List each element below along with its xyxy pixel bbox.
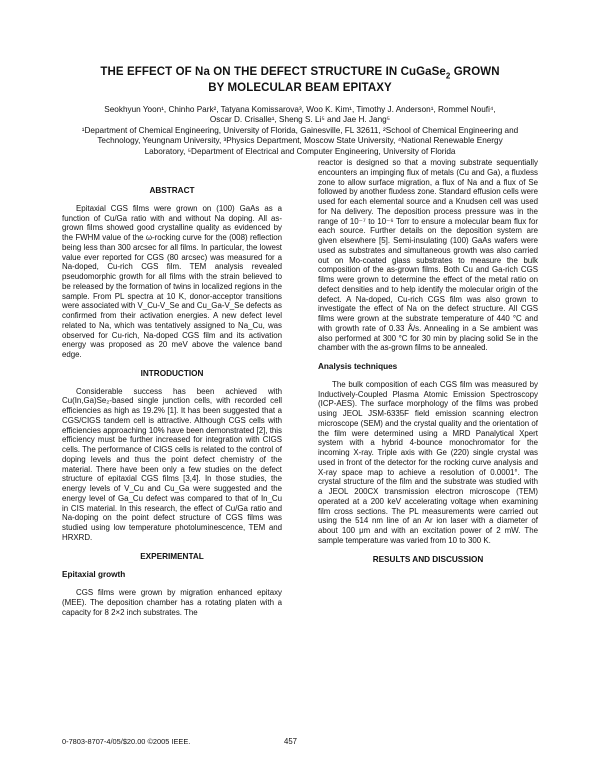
- title-line1-pre: THE EFFECT OF Na ON THE DEFECT STRUCTURE IN CuGaSe: [100, 66, 446, 78]
- author-list: [58, 105, 542, 126]
- analysis-techniques-text: The bulk composition of each CGS film was measured by Inductively-Coupled Plasma Atomic Emission Spectroscopy (ICP-AES). The surface morphology of the films was probed using JEOL JSM-6335F field emission scanning electron microscope (SEM) and the crystal quality and the orientation of the film were determined using a MRD Panalytical Xpert system with a hybrid 4-bounce monochromator for the incoming X-ray. Triple axis with Ge (220) single crystal was used in front of the detector for the rocking curve analysis and X-ray space map to achieve a resolution of 0.0001°. The crystal structure of the film and the substrate was studied with a JEOL 200CX transmission electron microscope (TEM) operated at a 200 keV accelerating voltage when examining film cross sections. The PL measurements were carried out using the 514 nm line of an Ar ion laser with a diameter of about 100 μm and with an excitation power of 2 mW. The sample temperature was varied from 10 to 300 K.: [318, 379, 538, 545]
- authors-line1: Seokhyun Yoon¹, Chinho Park², Tatyana Komissarova³, Woo K. Kim¹, Timothy J. Anderson¹, Rommel Noufi⁴,: [104, 105, 496, 114]
- epitaxial-growth-heading: Epitaxial growth: [62, 570, 126, 580]
- abstract-heading: ABSTRACT: [149, 186, 195, 195]
- epitaxial-growth-text: CGS films were grown by migration enhanced epitaxy (MEE). The deposition chamber has a rotating platen with a capacity for 8 2×2 inch substrates. The: [62, 588, 282, 617]
- paper-title: [60, 66, 540, 95]
- authors-line2: Oscar D. Crisalle¹, Sheng S. Li⁵ and Jae H. Jang⁵: [209, 115, 391, 125]
- epitaxial-growth-continued-text: reactor is designed so that a moving substrate sequentially encounters an impinging flux of metals (Cu and Ga), a fluxless zone to allow surface migration, a flux of Na and a flux of Se followed by another fluxless zone. Standard effusion cells were used for each elemental source and a Knudsen cell was used for Na delivery. The deposition process pressure was in the range of 10⁻⁷ to 10⁻⁶ Torr to ensure a molecular beam flux for each source. Further details on the deposition system are given elsewhere [5]. Semi-insulating (100) GaAs wafers were used as substrates and simultaneous growth was also carried out on Mo-coated glass substrates to measure the bulk composition of the as-grown films. Both Cu and Ga-rich CGS films were grown to determine the effect of the metal ratio on defect densities and to help identify the molecular origin of the defect. A Na-doped, Cu-rich CGS film was also grown to investigate the effect of Na on the defect structure. All CGS films were grown at the substrate temperature of 440 °C and with growth rate of 0.33 Å/s. Annealing in a Se ambient was also performed at 300 °C for 30 min by placing solid Se in the chamber with the as-grown films to be annealed.: [318, 158, 538, 353]
- experimental-heading: EXPERIMENTAL: [140, 551, 204, 561]
- introduction-heading: INTRODUCTION: [140, 368, 204, 378]
- affiliations: [58, 126, 542, 157]
- introduction-text: Considerable success has been achieved with Cu(In,Ga)Se₂-based single junction cells, with recorded cell efficiencies as high as 19.2% [1]. It has been suggested that a CGS/CIGS tandem cell is attractive. Although CGS cells with efficiencies approaching 10% have been demonstrated [2], this efficiency must be further increased for integration with CIGS cells. The performance of CIGS cells is related to the control of doping levels and thus the point defect chemistry of the material. There have been only a few studies on the defect structure of epitaxial CGS films [3,4]. In those studies, the energy levels of V_Cu and Cu_Ga were suggested and the energy level of Ga_Cu defect was compared to that of In_Cu in CIS material. In this research, the effect of Cu/Ga ratio and Na-doping on the point defect structure of CGS films was studied using low temperature photoluminescence, TEM and HRXRD.: [62, 386, 282, 542]
- analysis-techniques-heading: Analysis techniques: [318, 362, 398, 371]
- title-line2: BY MOLECULAR BEAM EPITAXY: [208, 82, 392, 95]
- copyright-footer: 0-7803-8707-4/05/$20.00 ©2005 IEEE.: [62, 737, 191, 746]
- page-number: 457: [284, 737, 298, 746]
- affiliation-line2: Technology, Yeungnam University, ³Physics Department, Moscow State University, ⁴National Renewable Energy: [97, 136, 503, 146]
- affiliation-line3: Laboratory, ⁵Department of Electrical and Computer Engineering, University of Florida: [144, 146, 456, 156]
- title-line1-sub: 2: [445, 71, 451, 81]
- left-column: [62, 186, 282, 617]
- results-heading: RESULTS AND DISCUSSION: [372, 554, 484, 564]
- affiliation-line1: ¹Department of Chemical Engineering, University of Florida, Gainesville, FL 32611, ²School of Chemical Engineering and: [81, 126, 519, 135]
- title-line1-post: GROWN: [450, 66, 500, 78]
- right-column: [318, 158, 538, 572]
- abstract-text: Epitaxial CGS films were grown on (100) GaAs as a function of Cu/Ga ratio with and without Na doping. All as-grown films showed good crystalline quality as evidenced by the FWHM value of the ω-rocking curve for the (008) reflection being less than 300 arcsec for all films. In particular, the lowest value ever reported for CGS (80 arcsec) was measured for a Na-doped, Cu-rich CGS film. TEM analysis revealed pseudomorphic growth for all films with the strain believed to be released by the formation of twins in localized regions in the sample. From PL spectra at 10 K, donor-acceptor transitions were associated with V_Cu-V_Se and Cu_Ga-V_Se defects as confirmed from their activation energies. A new defect level related to Na, which was tentatively assigned to Na_Cu, was observed for Cu-rich, Na-doped CGS film and its activation energy was proposed as 20 meV above the valence band edge.: [62, 203, 282, 359]
